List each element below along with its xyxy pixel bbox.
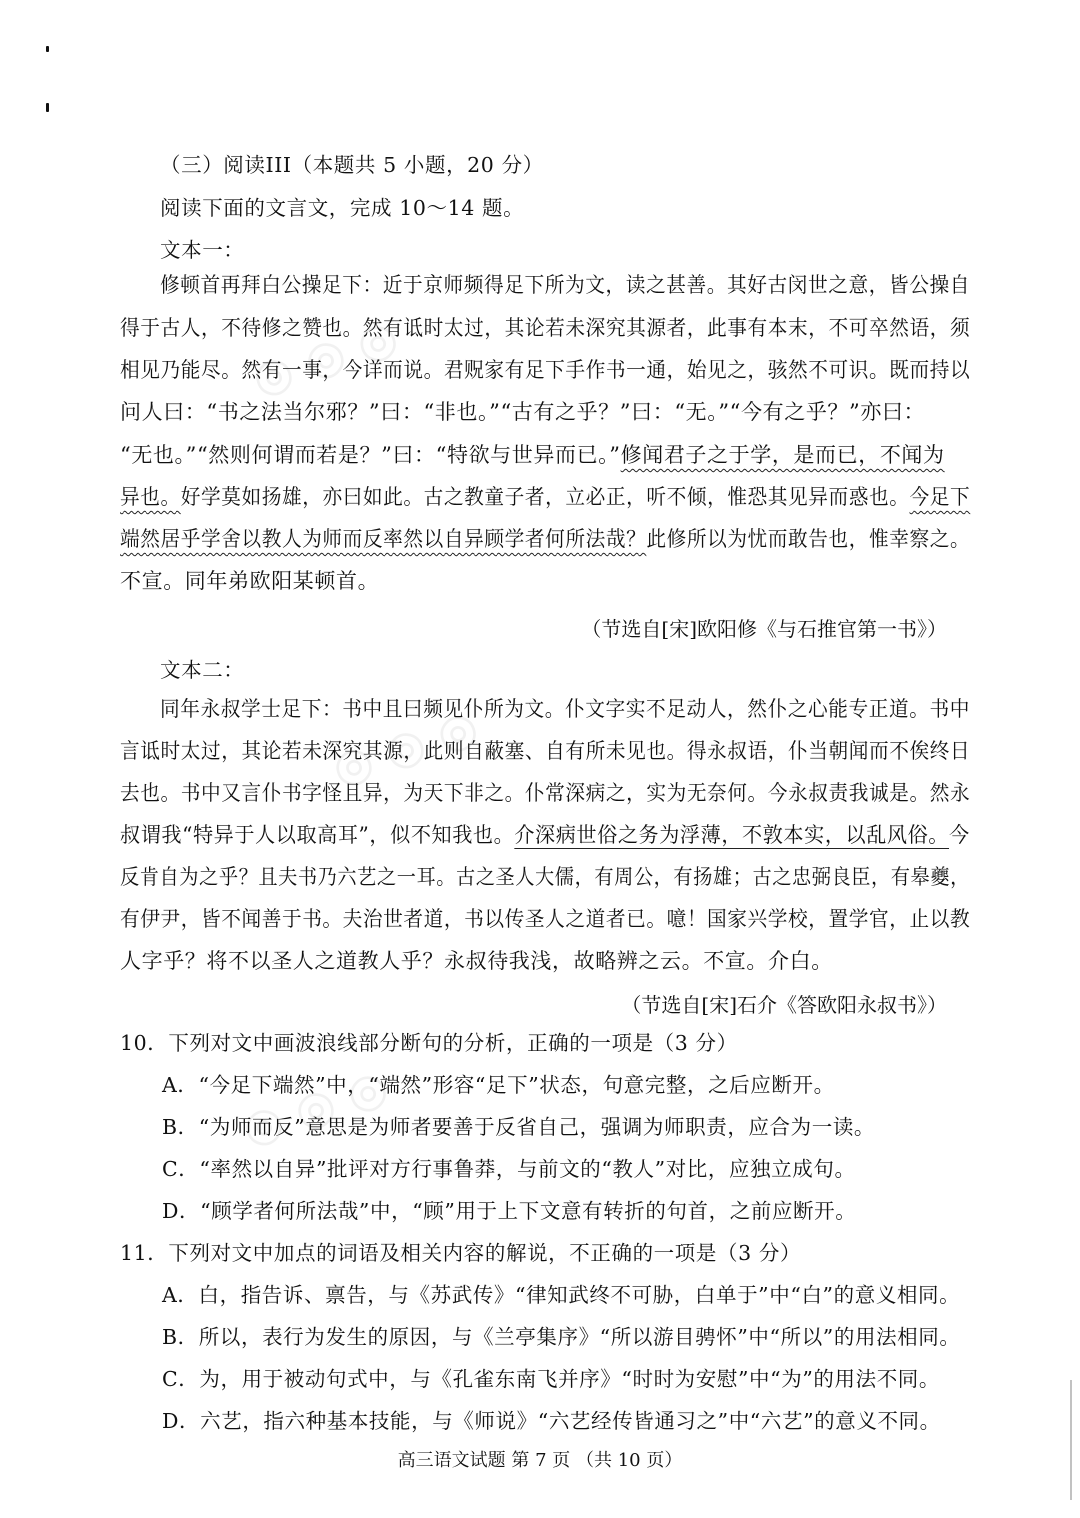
question-11-option-d: D．六艺，指六种基本技能，与《师说》“六艺经传皆通习之”中“六艺”的意义不同。: [162, 1409, 941, 1433]
section-heading: （三）阅读III（本题共 5 小题，20 分）: [160, 153, 544, 177]
text1-line: 相见乃能尽。然有一事，今详而说。君贶家有足下手作书一通，始见之，骇然不可识。既而持以: [120, 358, 971, 382]
question-11-stem: 11．下列对文中加点的词语及相关内容的解说，不正确的一项是（3 分）: [120, 1241, 802, 1265]
question-11-option-b: B．所以，表行为发生的原因，与《兰亭集序》“所以游目骋怀”中“所以”的用法相同。: [162, 1325, 961, 1349]
wavy-underlined-text: 修闻君子之于学，是而已，不闻为: [620, 443, 945, 467]
text1-label: 文本一：: [160, 238, 245, 262]
text2-line: 反肯自为之乎？且夫书乃六艺之一耳。古之圣人大儒，有周公，有扬雄；古之忠弼良臣，有皋夔，: [120, 865, 970, 889]
watermark: ◎ ◎ ◎: [235, 1058, 395, 1156]
watermark: ◎ ◎ ◎: [325, 698, 485, 796]
text1-line: [120, 482, 970, 512]
scan-edge: [1070, 1380, 1072, 1500]
text2-line: 有伊尹，皆不闻善于书。夫治世者道，书以传圣人之道者已。噫！国家兴学校，置学官，止以教: [120, 907, 971, 931]
text2-line: 言诋时太过，其论若未深究其源，此则自蔽塞、自有所未见也。得永叔语，仆当朝闻而不俟终日: [120, 739, 971, 763]
wavy-underlined-text: 今足下: [909, 485, 971, 509]
wavy-underlined-text: 端然居乎学舍以教人为师而反率然以自异顾学者何所法哉？: [120, 527, 647, 551]
text1-line-plain: 此修所以为忧而敢告也，惟幸察之。: [646, 527, 971, 551]
question-10-option-c: C．“率然以自异”批评对方行事鲁莽，与前文的“教人”对比，应独立成句。: [162, 1157, 856, 1181]
text2-source: （节选自[宋]石介《答欧阳永叔书》）: [621, 993, 947, 1017]
question-10-stem: 10．下列对文中画波浪线部分断句的分析，正确的一项是（3 分）: [120, 1031, 738, 1055]
text2-line-plain: 叔谓我“特异于人以取高耳”，似不知我也。: [120, 823, 515, 847]
text2-line-plain: 今: [949, 823, 970, 847]
scan-mark: [46, 103, 49, 112]
text1-line: 问人曰：“书之法当尔邪？”曰：“非也。”“古有之乎？”曰：“无。”“今有之乎？”亦曰：: [120, 400, 926, 424]
question-10-option-b: B．“为师而反”意思是为师者要善于反省自己，强调为师职责，应合为一读。: [162, 1115, 876, 1139]
text1-line: 不宣。同年弟欧阳某顿首。: [120, 569, 380, 593]
underlined-text: 介深病世俗之务为浮薄，不敦本实，以乱风俗。: [514, 823, 950, 847]
question-11-option-a: A．白，指告诉、禀告，与《苏武传》“律知武终不可胁，白单于”中“白”的意义相同。: [162, 1283, 961, 1307]
question-10-option-d: D．“顾学者何所法哉”中，“顾”用于上下文意有转折的句首，之前应断开。: [162, 1199, 857, 1223]
text2-line: [120, 820, 970, 850]
text2-line: 同年永叔学士足下：书中且曰频见仆所为文。仆文字实不足动人，然仆之心能专正道。书中: [160, 697, 970, 721]
scan-mark: [46, 46, 49, 52]
question-10-option-a: A．“今足下端然”中，“端然”形容“足下”状态，句意完整，之后应断开。: [162, 1073, 835, 1097]
question-11-option-c: C．为，用于被动句式中，与《孔雀东南飞并序》“时时为安慰”中“为”的用法不同。: [162, 1367, 941, 1391]
text2-label: 文本二：: [160, 658, 245, 682]
text1-line: 得于古人，不待修之赞也。然有诋时太过，其论若未深究其源者，此事有本末，不可卒然语，须: [120, 316, 971, 340]
watermark: ◎ ◎ ◎: [245, 308, 405, 406]
text1-line: [120, 524, 970, 554]
section-instruction: 阅读下面的文言文，完成 10～14 题。: [160, 196, 525, 220]
text1-line-plain: “无也。”“然则何谓而若是？”曰：“特欲与世异而已。”: [120, 443, 621, 467]
wavy-underlined-text: 异也。: [120, 485, 181, 509]
text1-line: 修顿首再拜白公操足下：近于京师频得足下所为文，读之甚善。其好古闵世之意，皆公操自: [160, 273, 970, 297]
text2-line: 去也。书中又言仆书字怪且异，为天下非之。仆常深病之，实为无奈何。今永叔责我诚是。然永: [120, 781, 971, 805]
text1-source: （节选自[宋]欧阳修《与石推官第一书》）: [581, 617, 947, 641]
page-footer: 高三语文试题 第 7 页 （共 10 页）: [397, 1450, 683, 1471]
text1-line: [120, 440, 945, 470]
text2-line: 人字乎？将不以圣人之道教人乎？永叔待我浅，故略辨之云。不宣。介白。: [120, 949, 833, 973]
text1-line-plain: 好学莫如扬雄，亦曰如此。古之教童子者，立必正，听不倾，惟恐其见异而惑也。: [180, 485, 910, 509]
